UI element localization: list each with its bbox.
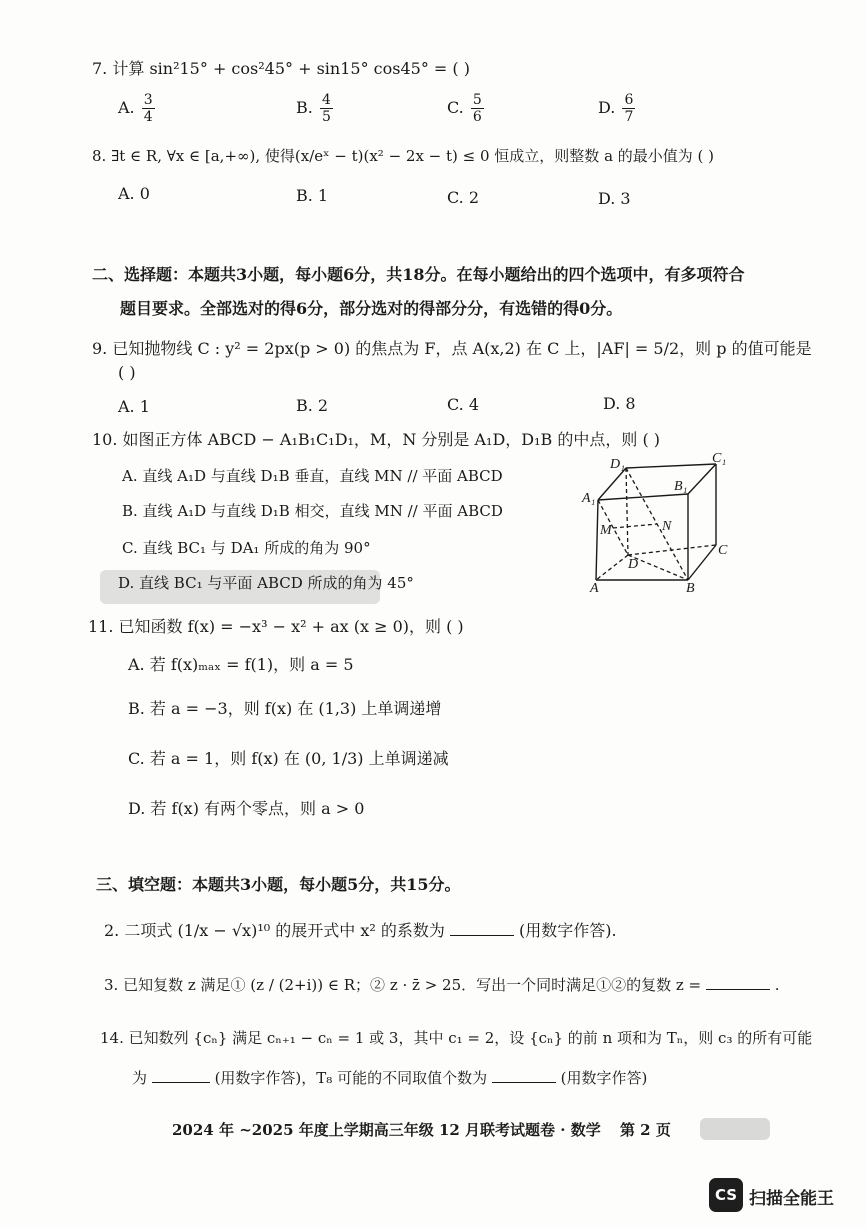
q13-stem: [104, 974, 779, 995]
label-c1: C₁: [712, 451, 727, 466]
q14-number: 14.: [100, 1029, 124, 1047]
footer-smudge: [700, 1118, 770, 1140]
q13-text-post: .: [774, 976, 780, 994]
edge-d1a1: [598, 468, 626, 500]
q10-option-d: D. 直线 BC₁ 与平面 ABCD 所成的角为 45°: [118, 574, 414, 592]
q13-answer-blank[interactable]: [706, 975, 770, 990]
q10-number: 10.: [92, 430, 118, 449]
q10-option-c: C. 直线 BC₁ 与 DA₁ 所成的角为 90°: [122, 539, 371, 557]
q11-option-a: A. 若 f(x)ₘₐₓ = f(1)，则 a = 5: [128, 655, 354, 674]
q9-number: 9.: [92, 339, 108, 358]
edge-b1c1: [688, 464, 716, 494]
footer-page: 第 2 页: [619, 1121, 671, 1139]
q10-stem: [92, 427, 660, 450]
q11-text: 已知函数 f(x) = −x³ − x² + ax (x ≥ 0)，则 ( ): [118, 617, 464, 636]
q9-stem: [92, 336, 812, 359]
label-d1: D₁: [610, 457, 625, 472]
q14-text: 已知数列 {cₙ} 满足 cₙ₊₁ − cₙ = 1 或 3，其中 c₁ = 2，设 {cₙ} 的前 n 项和为 Tₙ，则 c₃ 的所有可能: [128, 1029, 813, 1047]
q7-stem: [92, 56, 470, 79]
q7-option-d: D. $\frac{6}{7}$: [598, 92, 634, 125]
edge-dd1: [626, 468, 628, 555]
q9-option-a: A. 1: [118, 397, 150, 416]
footer-title: 2024 年 ~2025 年度上学期高三年级 12 月联考试题卷 · 数学: [172, 1121, 601, 1139]
q12-text: 二项式 (1/x − √x)¹⁰ 的展开式中 x² 的系数为: [124, 921, 445, 940]
q7-option-a: A. $\frac{3}{4}$: [118, 92, 153, 125]
q7-option-b: B. $\frac{4}{5}$: [296, 92, 331, 125]
label-b1: B₁: [674, 479, 688, 494]
q14-line1: [100, 1027, 812, 1048]
q8-text: ∃t ∈ R, ∀x ∈ [a,+∞), 使得(x/eˣ − t)(x² − 2x − t) ≤ 0 恒成立，则整数 a 的最小值为 ( ): [111, 147, 715, 165]
q9-paren: ( ): [118, 363, 136, 382]
q8-option-d: D. 3: [598, 189, 631, 208]
section2-line1: 二、选择题：本题共3小题，每小题6分，共18分。在每小题给出的四个选项中，有多项符合: [92, 265, 745, 284]
edge-bc: [688, 545, 716, 580]
section2-line2: 题目要求。全部选对的得6分，部分选对的得部分分，有选错的得0分。: [120, 299, 623, 318]
section3-title: 三、填空题：本题共3小题，每小题5分，共15分。: [96, 875, 461, 894]
label-n: N: [662, 519, 672, 534]
q10-text: 如图正方体 ABCD − A₁B₁C₁D₁，M，N 分别是 A₁D，D₁B 的中点，则 ( ): [122, 430, 661, 449]
label-a: A: [590, 581, 599, 595]
q11-option-c: C. 若 a = 1，则 f(x) 在 (0, 1/3) 上单调递减: [128, 749, 449, 768]
q8-number: 8.: [92, 147, 107, 165]
q7-number: 7.: [92, 59, 108, 78]
q11-number: 11.: [88, 617, 114, 636]
edge-d1c1: [626, 464, 716, 468]
label-c: C: [718, 543, 728, 558]
q9-text: 已知抛物线 C : y² = 2px(p > 0) 的焦点为 F，点 A(x,2) 在 C 上，|AF| = 5/2，则 p 的值可能是: [112, 339, 812, 358]
label-a1: A₁: [582, 491, 596, 506]
camscanner-name: 扫描全能王: [749, 1189, 834, 1209]
q11-option-d: D. 若 f(x) 有两个零点，则 a > 0: [128, 799, 365, 818]
q10-option-b: B. 直线 A₁D 与直线 D₁B 相交，直线 MN // 平面 ABCD: [122, 502, 503, 520]
q14-line2: 为 (用数字作答)，T₈ 可能的不同取值个数为 (用数字作答): [132, 1069, 648, 1087]
edge-a1a: [596, 500, 598, 580]
q13-text: 已知复数 z 满足① (z / (2+i)) ∈ R；② z · z̄ > 25．写出一个同时满足①②的复数 z =: [123, 976, 702, 994]
q11-option-b: B. 若 a = −3，则 f(x) 在 (1,3) 上单调递增: [128, 699, 442, 718]
page-footer: [172, 1119, 671, 1140]
q12-answer-blank[interactable]: [450, 921, 514, 936]
cube-figure: [578, 450, 738, 595]
q8-option-b: B. 1: [296, 186, 329, 205]
q10-option-a: A. 直线 A₁D 与直线 D₁B 垂直，直线 MN // 平面 ABCD: [122, 467, 503, 485]
q8-option-a: A. 0: [118, 184, 150, 203]
camscanner-logo: CS: [709, 1178, 743, 1212]
q12-text-post: (用数字作答).: [519, 921, 617, 940]
label-m: M: [600, 523, 612, 538]
q14-answer-blank-2[interactable]: [492, 1068, 556, 1083]
q9-option-d: D. 8: [603, 394, 636, 413]
q13-number: 3.: [104, 976, 119, 994]
segment-mn: [613, 524, 657, 528]
q12-number: 2.: [104, 921, 120, 940]
q7-text: 计算 sin²15° + cos²45° + sin15° cos45° = ( ): [112, 59, 470, 78]
label-d: D: [628, 557, 639, 572]
q9-option-b: B. 2: [296, 396, 329, 415]
q8-option-c: C. 2: [447, 188, 480, 207]
label-b: B: [686, 581, 695, 595]
q11-stem: [88, 614, 464, 637]
q12-stem: [104, 918, 617, 941]
q7-option-c: C. $\frac{5}{6}$: [447, 92, 482, 125]
edge-da: [596, 555, 628, 580]
q8-stem: [92, 145, 714, 166]
q9-option-c: C. 4: [447, 395, 480, 414]
q14-answer-blank-1[interactable]: [152, 1068, 210, 1083]
